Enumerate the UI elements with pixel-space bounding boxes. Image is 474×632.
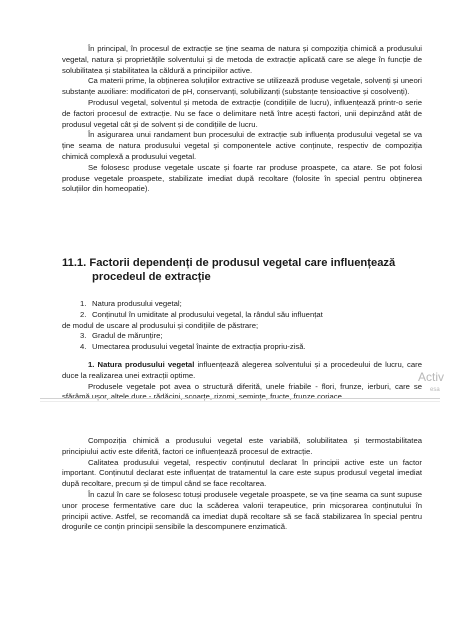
bold-lead: 1. Natura produsului vegetal	[88, 360, 195, 369]
section-nature	[62, 360, 422, 403]
list-item-continuation: de modul de uscare al produsului și condițiile de păstrare;	[62, 320, 259, 330]
page-divider	[40, 401, 440, 402]
section-intro	[62, 44, 422, 195]
paragraph: 1. Natura produsului vegetal influențează alegerea solventului și a procedeului de lucru, care duce la realizarea unei extracții optime.	[62, 360, 422, 380]
list-item: 4. Umectarea produsului vegetal înainte de extracția propriu-zisă.	[80, 342, 306, 352]
paragraph: Produsele vegetale pot avea o structură diferită, unele friabile - flori, frunze, ierburi, care se sfărâmă ușor, altele dure - rădăcini, scoarțe, rizomi, semințe, fructe, frunze coriace.	[62, 381, 422, 402]
heading-line-2: procedeul de extracție	[92, 271, 211, 283]
paragraph: Ca materii prime, la obținerea soluțiilor extractive se utilizează produse vegetale, solvenți și uneori substanțe auxiliare: modificatori de pH, conservanți, solubilizanți (substanțe tensioactive și cosolvenți).	[62, 76, 422, 97]
list-item: 3. Gradul de mărunțire;	[80, 331, 163, 341]
factor-list	[62, 299, 422, 353]
watermark-text: Activ	[418, 370, 445, 384]
paragraph: În cazul în care se folosesc totuși produsele vegetale proaspete, se va ține seama ca sunt supuse unor procese fermentative care duc la scăderea valorii terapeutice, prin micșorarea conținutului în principii active. Astfel, se recomandă ca imediat după recoltare să se facă stabilizarea în special pentru drogurile ce conțin principii sensibile la descompunere enzimatică.	[62, 489, 422, 532]
list-item: 2. Conținutul în umiditate al produsului vegetal, la rândul său influențat	[80, 309, 323, 319]
paragraph: Se folosesc produse vegetale uscate și foarte rar produse proaspete, ca atare. Se pot folosi produse vegetale proaspete, stabilizate imediat după recoltare (folosite în special pentru obținerea soluțiilor din homeopatie).	[62, 162, 422, 194]
heading-line-1: 11.1. Factorii dependenți de produsul vegetal care influențează	[62, 257, 396, 269]
page-divider	[40, 398, 440, 399]
watermark-text: esa	[430, 387, 440, 393]
paragraph: În principal, în procesul de extracție se ține seama de natura și compoziția chimică a produsului vegetal, natura și proprietățile solventului și de metoda de extracție aplicată care se alege în funcție de solubilitatea și stabilitatea la căldură a principiilor active.	[62, 44, 422, 75]
section-composition	[62, 436, 422, 533]
section-heading	[62, 256, 422, 284]
list-item: 1. Natura produsului vegetal;	[80, 299, 182, 308]
paragraph: Produsul vegetal, solventul și metoda de extracție (condițiile de lucru), influențează printr-o serie de factori procesul de extracție. Nu se face o delimitare netă între acești factori, unii depinzând atât de produsul vegetal cât și de solvent și de condițiile de lucru.	[62, 97, 422, 129]
paragraph: În asigurarea unui randament bun procesului de extracție sub influența produsului vegetal se va ține seama de natura produsului vegetal și componentele active conținute, respectiv de compoziția chimică complexă a produsului vegetal.	[62, 130, 422, 161]
paragraph: Compoziția chimică a produsului vegetal este variabilă, solubilitatea și termostabilitatea principiului activ este diferită, factori ce influențează procesul de extracție.	[62, 436, 422, 456]
paragraph: Calitatea produsului vegetal, respectiv conținutul declarat în principii active este un factor important. Conținutul declarat este influențat de tratamentul la care este supus produsul vegetal imediat după recoltare, precum și de timpul când se face recoltarea.	[62, 457, 422, 489]
